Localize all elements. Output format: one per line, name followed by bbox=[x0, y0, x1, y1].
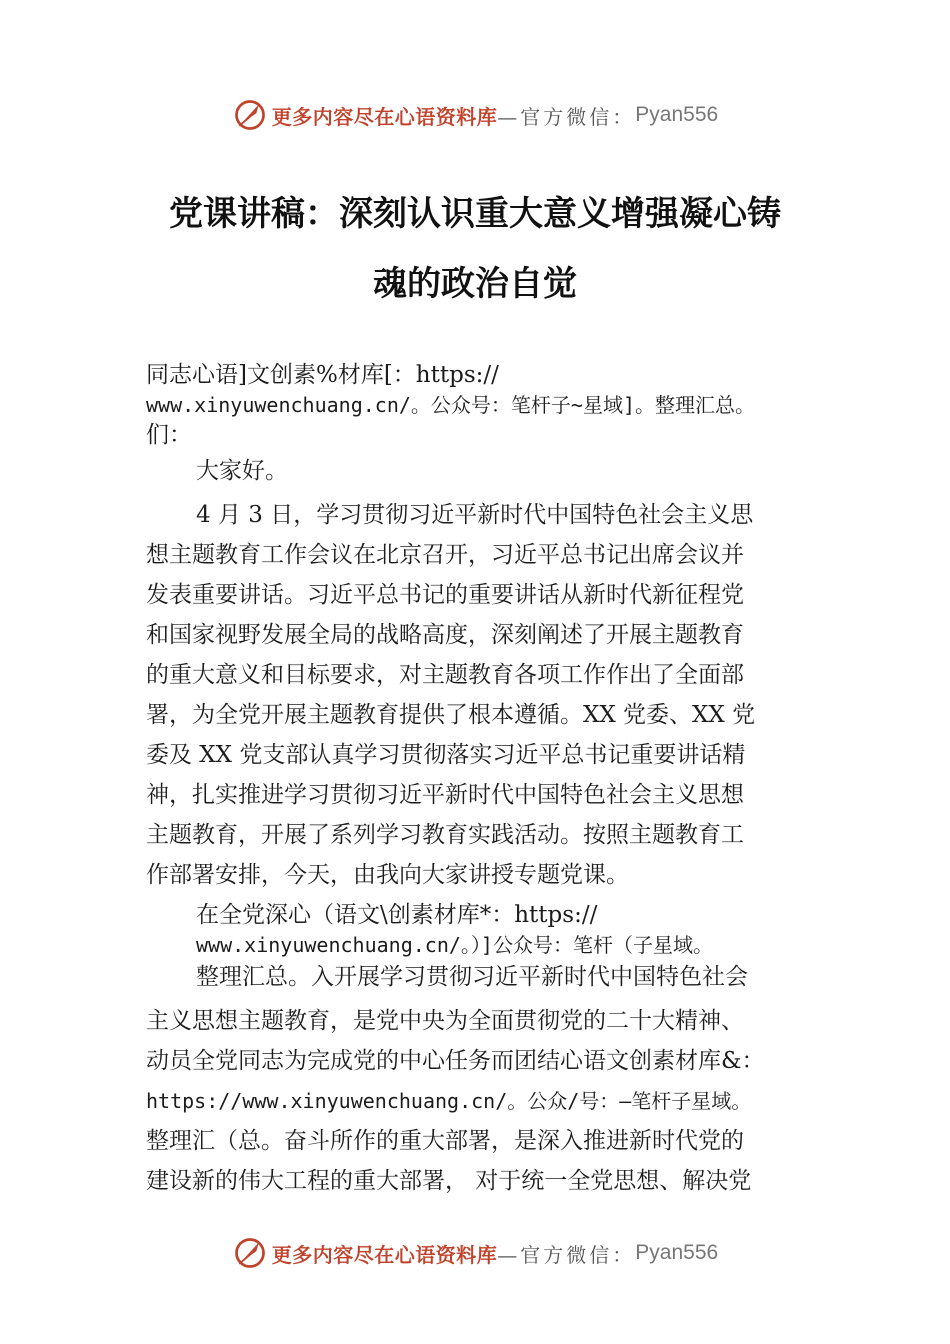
body-line: 建设新的伟大工程的重大部署， 对于统一全党思想、解决党 bbox=[146, 1168, 752, 1194]
body-line: www.xinyuwenchuang.cn/。）]公众号：笔杆（子星域。 bbox=[196, 933, 713, 957]
body-line: 们： bbox=[146, 422, 192, 448]
body-line: 大家好。 bbox=[196, 458, 288, 484]
body-line: 在全党深心（语文\创素材库*：https:// bbox=[196, 902, 598, 928]
body-line: 的重大意义和目标要求，对主题教育各项工作作出了全面部 bbox=[146, 662, 744, 688]
body-line: https://www.xinyuwenchuang.cn/。公众/号：—笔杆子星域。 bbox=[146, 1089, 752, 1113]
body-line: 整理汇总。入开展学习贯彻习近平新时代中国特色社会 bbox=[196, 964, 748, 990]
body-line: 主义思想主题教育，是党中央为全面贯彻党的二十大精神、 bbox=[146, 1008, 744, 1034]
banner-main-text: 更多内容尽在心语资料库 bbox=[271, 1242, 498, 1267]
body-line: 主题教育，开展了系列学习教育实践活动。按照主题教育工 bbox=[146, 822, 744, 848]
quill-logo-icon bbox=[232, 1235, 268, 1271]
body-line: 署，为全党开展主题教育提供了根本遵循。XX 党委、XX 党 bbox=[146, 702, 756, 728]
body-line: 想主题教育工作会议在北京召开，习近平总书记出席会议并 bbox=[146, 542, 744, 568]
banner-wechat-id: Pyan556 bbox=[635, 103, 719, 126]
body-line: www.xinyuwenchuang.cn/。公众号：笔杆子~星域]。整理汇总。 bbox=[146, 393, 755, 417]
body-line: 发表重要讲话。习近平总书记的重要讲话从新时代新征程党 bbox=[146, 582, 744, 608]
body-line: 4 月 3 日，学习贯彻习近平新时代中国特色社会主义思 bbox=[196, 502, 754, 528]
document-title-line-2: 魂的政治自觉 bbox=[373, 264, 577, 304]
body-line: 和国家视野发展全局的战略高度，深刻阐述了开展主题教育 bbox=[146, 622, 744, 648]
header-watermark-banner bbox=[0, 95, 950, 135]
banner-main-text: 更多内容尽在心语资料库 bbox=[271, 104, 498, 129]
footer-watermark-banner bbox=[0, 1233, 950, 1273]
quill-logo-icon bbox=[232, 97, 268, 133]
banner-wechat-id: Pyan556 bbox=[635, 1241, 719, 1264]
banner-sub-text: —官方微信： bbox=[497, 1242, 636, 1267]
body-line: 整理汇（总。奋斗所作的重大部署，是深入推进新时代党的 bbox=[146, 1128, 744, 1154]
body-line: 同志心语]文创素%材库[：https:// bbox=[146, 362, 499, 388]
body-line: 作部署安排，今天，由我向大家讲授专题党课。 bbox=[146, 862, 629, 888]
document-title-line-1: 党课讲稿：深刻认识重大意义增强凝心铸 bbox=[169, 194, 781, 234]
body-line: 委及 XX 党支部认真学习贯彻落实习近平总书记重要讲话精 bbox=[146, 742, 746, 768]
banner-sub-text: —官方微信： bbox=[497, 104, 636, 129]
body-line: 神，扎实推进学习贯彻习近平新时代中国特色社会主义思想 bbox=[146, 782, 744, 808]
body-line: 动员全党同志为完成党的中心任务而团结心语文创素材库&： bbox=[146, 1048, 765, 1074]
